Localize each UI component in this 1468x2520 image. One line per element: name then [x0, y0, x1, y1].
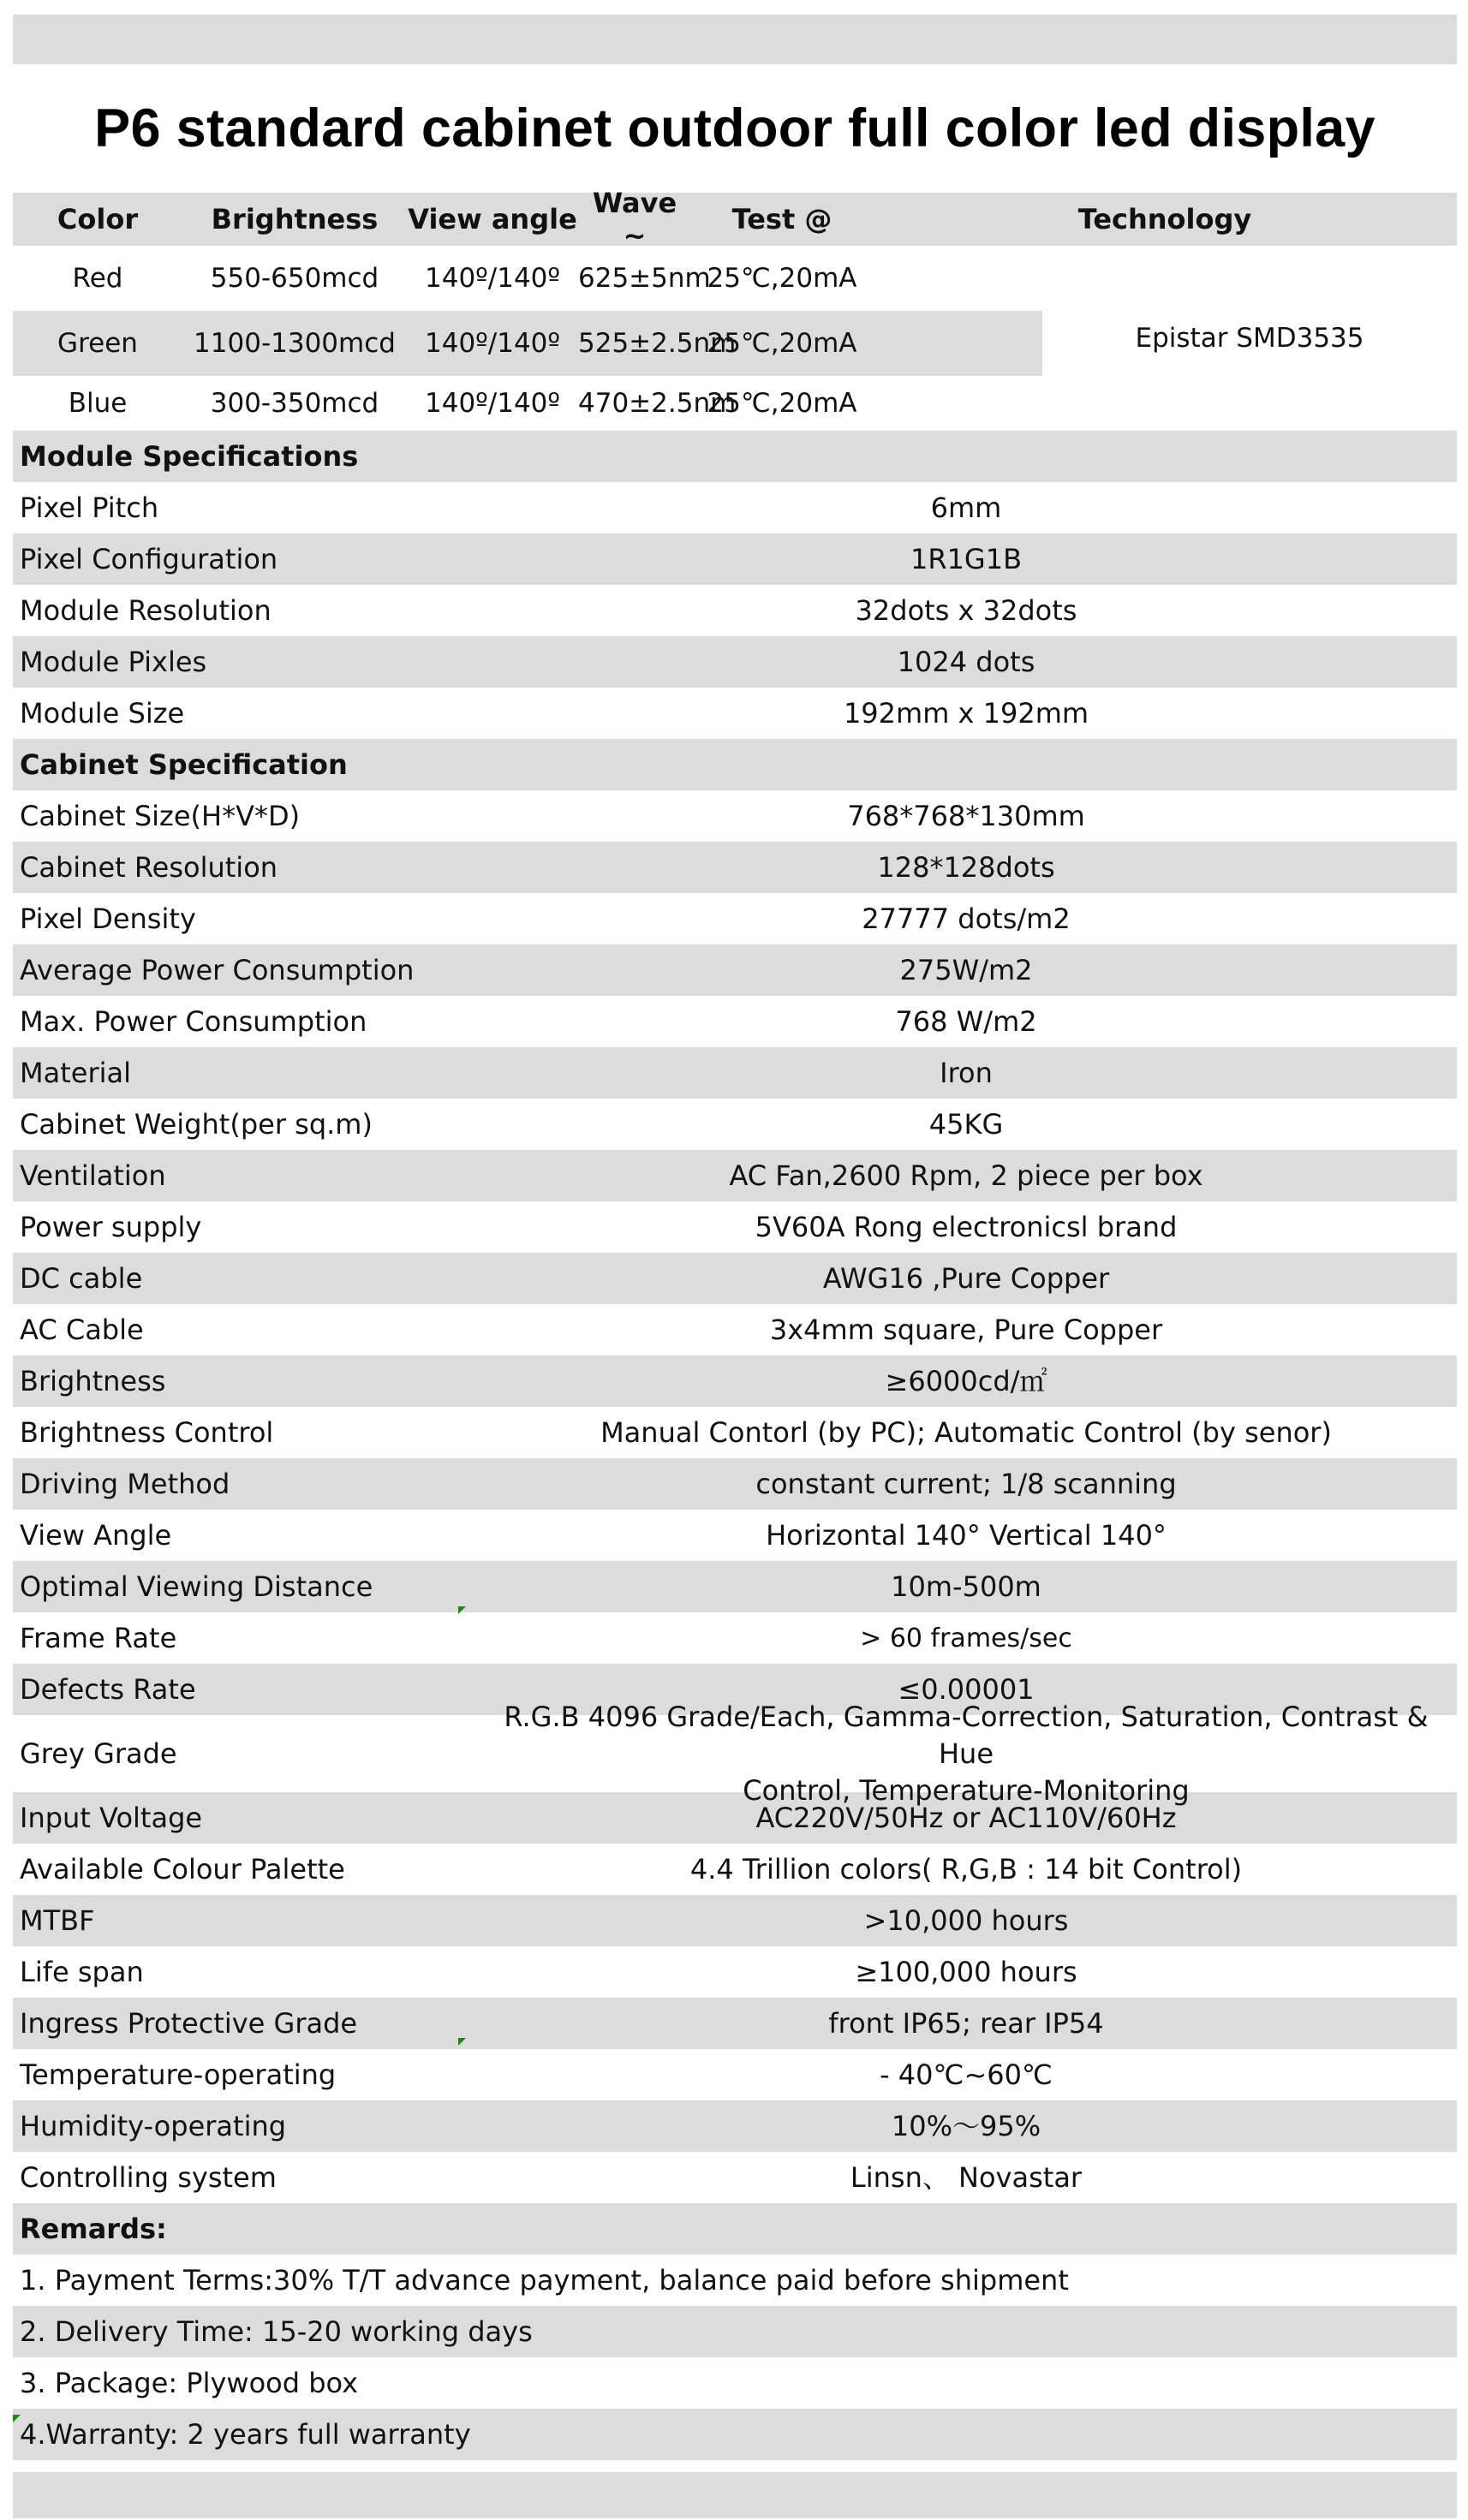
spec-label: Pixel Density [20, 903, 196, 935]
spec-value-line: R.G.B 4096 Grade/Each, Gamma-Correction, Saturation, Contrast & Hue [504, 1700, 1429, 1770]
spec-row [13, 1998, 1457, 2049]
spec-label: DC cable [20, 1262, 143, 1295]
led-table [13, 187, 1457, 431]
spec-row [13, 1150, 1457, 1201]
spec-label: Cabinet Weight(per sq.m) [20, 1108, 373, 1141]
spec-row [13, 1355, 1457, 1407]
spec-row [13, 1792, 1457, 1844]
spec-value: > 60 frames/sec [860, 1623, 1072, 1653]
spec-value: 10%～95% [891, 2109, 1041, 2142]
spec-row [13, 533, 1457, 585]
remark-text: 4.Warranty: 2 years full warranty [20, 2418, 471, 2451]
spec-value: 1R1G1B [910, 542, 1023, 575]
spec-value: 6mm [930, 491, 1002, 524]
header-technology: Technology [1077, 203, 1252, 235]
header-view-angle: View angle [408, 203, 577, 235]
bottom-band [13, 2472, 1457, 2518]
spec-value: Iron [940, 1056, 993, 1089]
spec-value: Linsn、 Novastar [850, 2160, 1083, 2194]
header-brightness: Brightness [211, 203, 379, 235]
spec-value: 128*128dots [877, 850, 1055, 884]
spec-label: Brightness Control [20, 1416, 274, 1449]
spec-row [13, 1895, 1457, 1946]
led-brightness: 300-350mcd [210, 388, 379, 419]
spec-label: MTBF [20, 1904, 95, 1937]
spec-label: AC Cable [20, 1314, 144, 1346]
led-view-angle: 140º/140º [425, 328, 560, 359]
spec-label: Material [20, 1057, 131, 1089]
spec-row [13, 996, 1457, 1047]
spec-value [475, 1699, 1457, 1809]
spec-label: Module Resolution [20, 594, 272, 627]
spec-label: Available Colour Palette [20, 1853, 345, 1886]
spec-label: Defects Rate [20, 1673, 196, 1706]
spec-label: Temperature-operating [20, 2058, 337, 2091]
spec-value: ≤0.00001 [898, 1672, 1035, 1706]
led-test: 25℃,20mA [707, 328, 857, 359]
cell-marker [458, 2038, 466, 2046]
spec-value: ≥100,000 hours [855, 1955, 1077, 1988]
spec-label: Driving Method [20, 1468, 230, 1500]
spec-value: front IP65; rear IP54 [828, 2006, 1104, 2040]
spec-value: 32dots x 32dots [855, 593, 1077, 627]
spec-row [13, 2152, 1457, 2203]
led-color: Red [72, 263, 123, 294]
spec-value: 4.4 Trillion colors( R,G,B : 14 bit Control) [689, 1852, 1243, 1886]
led-technology: Epistar SMD3535 [1135, 323, 1364, 354]
spec-label: Max. Power Consumption [20, 1005, 367, 1038]
led-color: Blue [68, 388, 128, 419]
module-spec-list [13, 482, 1457, 739]
spec-label: Frame Rate [20, 1622, 177, 1654]
section-title: Remards: [20, 2213, 167, 2245]
spec-value: 1024 dots [897, 645, 1035, 678]
header-test: Test @ [731, 203, 832, 235]
spec-row [13, 2100, 1457, 2152]
spec-row [13, 1612, 1457, 1664]
led-row-green [13, 311, 1042, 376]
spec-label: Cabinet Resolution [20, 851, 278, 884]
spec-label: Brightness [20, 1365, 166, 1397]
spec-value: 5V60A Rong electronicsl brand [755, 1210, 1178, 1243]
led-table-header [13, 187, 1457, 252]
header-color: Color [57, 203, 139, 235]
spec-value: 45KG [928, 1107, 1004, 1141]
spec-value: AWG16 ,Pure Copper [822, 1261, 1110, 1295]
top-band [13, 15, 1457, 64]
remark-row [13, 2306, 1457, 2357]
remark-row [13, 2357, 1457, 2409]
spec-row [13, 585, 1457, 636]
led-view-angle: 140º/140º [425, 388, 560, 419]
spec-value: 192mm x 192mm [843, 696, 1089, 730]
spec-row [13, 1458, 1457, 1510]
spec-label: View Angle [20, 1519, 172, 1552]
spec-label: Grey Grade [20, 1737, 177, 1770]
spec-row [13, 482, 1457, 533]
spec-label: Ingress Protective Grade [20, 2007, 358, 2040]
led-test: 25℃,20mA [707, 388, 857, 419]
section-header-cabinet [13, 739, 1457, 790]
spec-label: Humidity-operating [20, 2110, 287, 2142]
spec-value: AC Fan,2600 Rpm, 2 piece per box [729, 1159, 1203, 1192]
led-brightness: 1100-1300mcd [194, 328, 396, 359]
remark-row [13, 2255, 1457, 2306]
remark-text: 2. Delivery Time: 15-20 working days [20, 2315, 533, 2348]
spec-label: Module Pixles [20, 646, 207, 678]
led-wave: 470±2.5nm [578, 388, 737, 419]
spec-row [13, 2049, 1457, 2100]
section-title: Cabinet Specification [20, 748, 348, 781]
spec-label: Module Size [20, 697, 185, 730]
led-wave: 525±2.5nm [578, 328, 737, 359]
spec-value: >10,000 hours [863, 1903, 1069, 1937]
remark-row [13, 2409, 1457, 2460]
page-title: P6 standard cabinet outdoor full color led display [94, 98, 1376, 158]
spec-sheet [13, 0, 1457, 2518]
spec-row [13, 636, 1457, 688]
spec-value: ≥6000cd/㎡ [885, 1364, 1047, 1397]
spec-row [13, 1304, 1457, 1355]
spec-label: Life span [20, 1956, 144, 1988]
remark-text: 3. Package: Plywood box [20, 2367, 359, 2399]
remark-text: 1. Payment Terms:30% T/T advance payment, balance paid before shipment [20, 2264, 1069, 2297]
spec-label: Input Voltage [20, 1802, 203, 1834]
spec-value: 3x4mm square, Pure Copper [769, 1313, 1163, 1346]
cell-marker [13, 2415, 21, 2422]
spec-row [13, 1510, 1457, 1561]
spec-row [13, 790, 1457, 842]
spec-label: Controlling system [20, 2161, 277, 2194]
remarks-list [13, 2255, 1457, 2460]
spec-row [13, 1253, 1457, 1304]
spec-value: 275W/m2 [899, 953, 1033, 986]
spec-label: Average Power Consumption [20, 954, 415, 986]
cell-marker [458, 1606, 466, 1614]
spec-value: 10m-500m [891, 1570, 1041, 1603]
led-test: 25℃,20mA [707, 263, 857, 294]
spec-row [13, 1407, 1457, 1458]
section-header-module [13, 431, 1457, 482]
spec-value: constant current; 1/8 scanning [755, 1467, 1177, 1500]
header-wave: Wave ~ [592, 187, 677, 252]
led-row-red [13, 246, 1042, 311]
spec-row [13, 1844, 1457, 1895]
led-row-blue [13, 376, 1042, 431]
spec-value: 768*768*130mm [847, 799, 1085, 832]
spec-label: Pixel Pitch [20, 491, 159, 524]
spec-row [13, 688, 1457, 739]
cabinet-spec-list [13, 790, 1457, 2203]
spec-value: - 40℃~60℃ [880, 2058, 1053, 2091]
led-brightness: 550-650mcd [210, 263, 379, 294]
spec-row [13, 1099, 1457, 1150]
spec-row [13, 1700, 1457, 1807]
spec-value: 27777 dots/m2 [862, 902, 1071, 935]
spec-row [13, 842, 1457, 893]
spec-row [13, 1561, 1457, 1612]
spec-value: Manual Contorl (by PC); Automatic Control (by senor) [600, 1415, 1332, 1449]
spec-row [13, 1946, 1457, 1998]
spec-value: 768 W/m2 [895, 1004, 1037, 1038]
spec-label: Optimal Viewing Distance [20, 1570, 373, 1603]
spec-label: Power supply [20, 1211, 202, 1243]
led-color: Green [57, 328, 138, 359]
spec-row [13, 944, 1457, 996]
spec-label: Cabinet Size(H*V*D) [20, 800, 301, 832]
spec-value: Horizontal 140° Vertical 140° [766, 1518, 1167, 1552]
spec-value: AC220V/50Hz or AC110V/60Hz [755, 1801, 1177, 1834]
led-view-angle: 140º/140º [425, 263, 560, 294]
spec-row [13, 893, 1457, 944]
spec-row [13, 1201, 1457, 1253]
spec-label: Pixel Configuration [20, 543, 278, 575]
section-title: Module Specifications [20, 440, 359, 473]
led-wave: 625±5nm [578, 263, 711, 294]
spec-row [13, 1047, 1457, 1099]
section-header-remarks [13, 2203, 1457, 2255]
spec-value-line: Control, Temperature-Monitoring [743, 1773, 1190, 1807]
spec-label: Ventilation [20, 1159, 166, 1192]
